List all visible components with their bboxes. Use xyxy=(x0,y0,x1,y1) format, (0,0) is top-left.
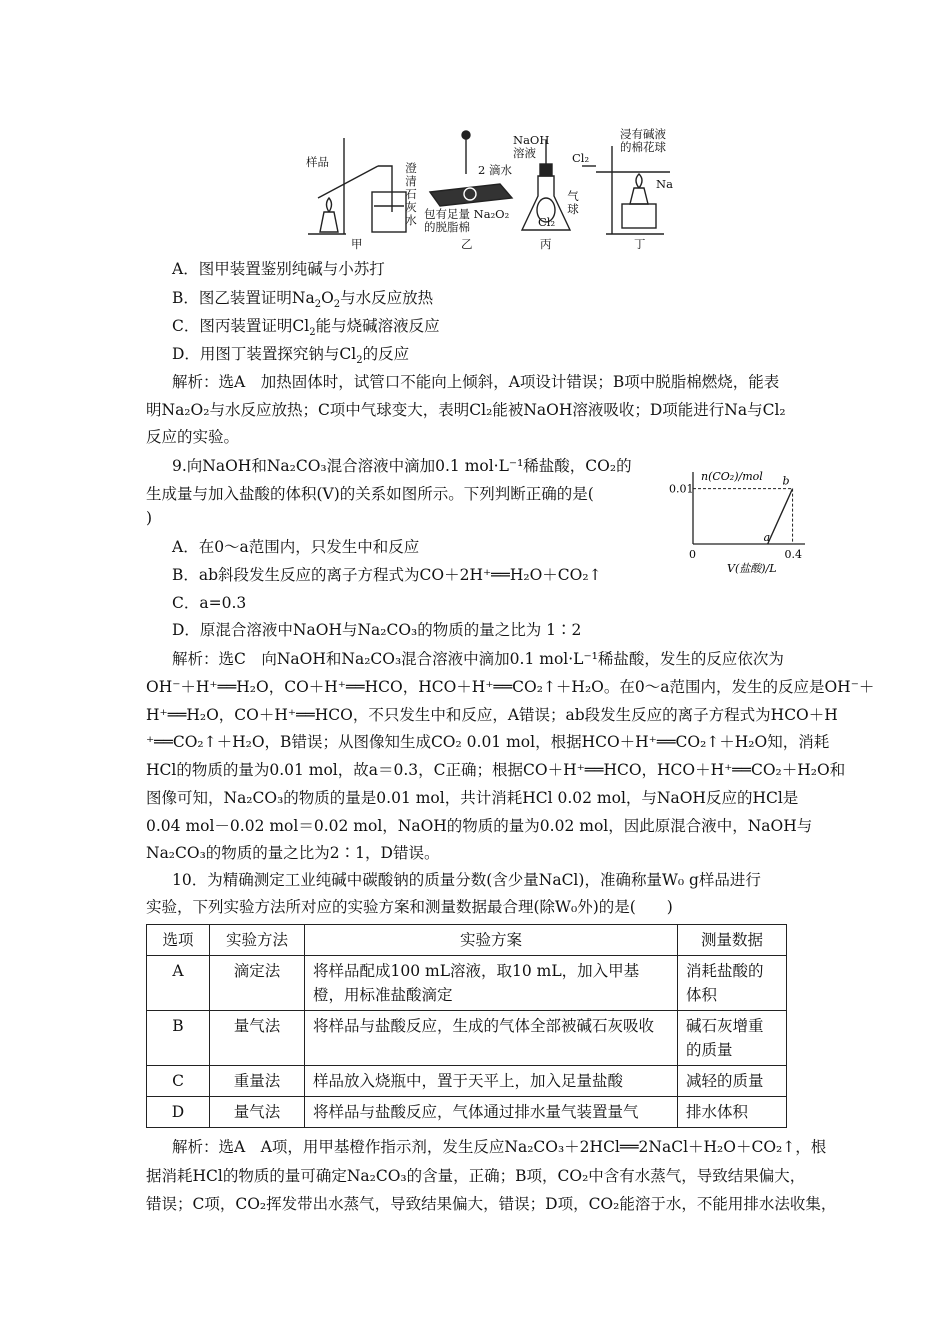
q9-option-c: C．a=0.3 xyxy=(172,594,247,612)
jia-sample-label: 样品 xyxy=(306,155,329,169)
q8-option-d-part2: 的反应 xyxy=(362,345,410,363)
q8-option-c-part2: 能与烧碱溶液反应 xyxy=(315,317,440,335)
yi-cotton-plate xyxy=(430,184,512,206)
q9-chart-x-label: V(盐酸)/L xyxy=(727,562,777,575)
q9-chart-x-tick: 0.4 xyxy=(784,548,803,561)
header-plan: 实验方案 xyxy=(305,925,678,956)
yi-caption: 乙 xyxy=(461,237,473,251)
table-row xyxy=(147,1066,787,1097)
ding-cotton-label-2: 的棉花球 xyxy=(620,140,666,154)
row-b-data: 碱石灰增重的质量 xyxy=(678,1011,787,1066)
row-b-method: 量气法 xyxy=(210,1011,305,1066)
q8-option-a: A．图甲装置鉴别纯碱与小苏打 xyxy=(172,260,385,278)
q9-chart xyxy=(665,466,815,580)
bing-naoh-label-2: 溶液 xyxy=(513,146,536,160)
q9-answer-line-2: OH⁻＋H⁺══H₂O，CO＋H⁺══HCO，HCO＋H⁺══CO₂↑＋H₂O。在0～a范围内，发生的反应是OH⁻＋ xyxy=(146,678,875,696)
q8-option-c: C．图丙装置证明$Cl_2$能与烧碱溶液反应 xyxy=(172,317,440,339)
q10-stem-line-2: 实验，下列实验方法所对应的实验方案和测量数据最合理(除W₀外)的是( ) xyxy=(146,898,673,916)
q8-option-d: D．用图丁装置探究钠与$Cl_2$的反应 xyxy=(172,345,410,367)
q9-answer-line-4: ⁺══CO₂↑＋H₂O，B错误；从图像知生成CO₂ 0.01 mol，根据HCO＋H⁺══CO₂↑＋H₂O知，消耗 xyxy=(146,733,830,751)
q8-option-b-part3: 与水反应放热 xyxy=(340,289,434,307)
q8-option-d-part1: D．用图丁装置探究钠与Cl xyxy=(172,345,357,363)
jia-flame xyxy=(327,198,332,212)
q9-stem-line-1: 9.向NaOH和Na₂CO₃混合溶液中滴加0.1 mol·L⁻¹稀盐酸，CO₂的 xyxy=(172,457,632,475)
ding-caption: 丁 xyxy=(634,237,646,251)
q9-chart-origin: 0 xyxy=(689,548,696,561)
q9-option-b: B．ab斜段发生反应的离子方程式为CO＋2H⁺══H₂O＋CO₂↑ xyxy=(172,566,602,584)
q10-stem-line-1: 10．为精确测定工业纯碱中碳酸钠的质量分数(含少量NaCl)，准确称量W₀ g样品进行 xyxy=(172,871,761,889)
q10-answer-line-2: 据消耗HCl的物质的量可确定Na₂CO₃的含量，正确；B项，CO₂中含有水蒸气，导致结果偏大， xyxy=(146,1167,806,1185)
q8-answer-line-3: 反应的实验。 xyxy=(146,428,240,446)
ding-burner xyxy=(630,188,648,204)
ding-na-label: Na xyxy=(656,177,673,191)
jia-limewater-label: 澄清石灰水 xyxy=(405,161,417,227)
q10-answer-line-1: 解析：选A A项，用甲基橙作指示剂，发生反应Na₂CO₃＋2HCl══2NaCl＋H₂O＋CO₂↑，根 xyxy=(172,1138,827,1156)
q9-chart-line-ab xyxy=(768,489,793,544)
row-d-method: 量气法 xyxy=(210,1097,305,1128)
row-b-option: B xyxy=(147,1011,210,1066)
header-data: 测量数据 xyxy=(678,925,787,956)
ding-cotton-label: 浸有碱液 xyxy=(620,127,666,141)
q8-option-c-part1: C．图丙装置证明Cl xyxy=(172,317,310,335)
row-c-method: 重量法 xyxy=(210,1066,305,1097)
q9-answer-line-3: H⁺══H₂O，CO＋H⁺══HCO，不只发生中和反应，A错误；ab段发生反应的离子方程式为HCO＋H xyxy=(146,706,838,724)
q10-answer-line-3: 错误；C项，CO₂挥发带出水蒸气，导致结果偏大，错误；D项，CO₂能溶于水，不能用排水法收集， xyxy=(146,1195,837,1213)
yi-cotton-label: 包有足量 Na₂O₂ xyxy=(424,207,510,221)
row-c-plan: 样品放入烧瓶中，置于天平上，加入足量盐酸 xyxy=(305,1066,678,1097)
q8-option-b: B．图乙装置证明$Na_2O_2$与水反应放热 xyxy=(172,289,434,311)
jia-caption: 甲 xyxy=(351,237,363,251)
row-d-data: 排水体积 xyxy=(678,1097,787,1128)
q9-stem-line-2: 生成量与加入盐酸的体积(V)的关系如图所示。下列判断正确的是( xyxy=(146,485,594,503)
q9-chart-y-tick: 0.01 xyxy=(669,482,694,496)
bing-naoh-label: NaOH xyxy=(513,133,550,147)
jia-delivery-tube xyxy=(378,166,392,212)
bing-stopper xyxy=(540,164,552,176)
row-a-plan: 将样品配成100 mL溶液，取10 mL，加入甲基橙，用标准盐酸滴定 xyxy=(305,956,678,1011)
q8-option-b-part2: O xyxy=(321,289,334,307)
q8-answer-line-1: 解析：选A 加热固体时，试管口不能向上倾斜，A项设计错误；B项中脱脂棉燃烧，能表 xyxy=(172,373,780,391)
ding-block xyxy=(622,204,656,228)
yi-cotton-label-2: 的脱脂棉 xyxy=(424,220,470,234)
q9-answer-line-7: 0.04 mol－0.02 mol＝0.02 mol，NaOH的物质的量为0.02 mol，因此原混合液中，NaOH与 xyxy=(146,817,813,835)
q8-option-b-part1: B．图乙装置证明Na xyxy=(172,289,315,307)
header-method: 实验方法 xyxy=(210,925,305,956)
ding-cl2-label: Cl₂ xyxy=(572,151,590,165)
q9-chart-point-b: b xyxy=(782,474,790,488)
q9-chart-point-a: a xyxy=(763,531,771,544)
row-a-option: A xyxy=(147,956,210,1011)
row-c-data: 减轻的质量 xyxy=(678,1066,787,1097)
row-a-method: 滴定法 xyxy=(210,956,305,1011)
table-row xyxy=(147,956,787,1011)
q9-chart-svg xyxy=(665,466,815,576)
jia-burner xyxy=(320,212,338,232)
q9-stem-line-3: ) xyxy=(146,509,153,527)
table-row xyxy=(147,1011,787,1066)
row-a-data: 消耗盐酸的体积 xyxy=(678,956,787,1011)
bing-caption: 丙 xyxy=(540,237,552,251)
q9-option-a: A．在0～a范围内，只发生中和反应 xyxy=(172,538,420,556)
row-d-option: D xyxy=(147,1097,210,1128)
table-row xyxy=(147,1097,787,1128)
q8-answer-line-2: 明Na₂O₂与水反应放热；C项中气球变大，表明Cl₂能被NaOH溶液吸收；D项能进行Na与Cl₂ xyxy=(146,401,786,419)
jia-test-tube xyxy=(318,166,378,198)
table-header-row xyxy=(147,925,787,956)
row-b-plan: 将样品与盐酸反应，生成的气体全部被碱石灰吸收 xyxy=(305,1011,678,1066)
q9-answer-line-1: 解析：选C 向NaOH和Na₂CO₃混合溶液中滴加0.1 mol·L⁻¹稀盐酸，发生的反应依次为 xyxy=(172,650,784,668)
bing-balloon-label: 气球 xyxy=(567,189,579,216)
q9-answer-line-5: HCl的物质的量为0.01 mol，故a＝0.3，C正确；根据CO＋H⁺══HCO，HCO＋H⁺══CO₂＋H₂O和 xyxy=(146,761,846,779)
q9-chart-y-label: n(CO₂)/mol xyxy=(701,470,763,483)
q9-answer-line-8: Na₂CO₃的物质的量之比为2∶1，D错误。 xyxy=(146,844,440,862)
bing-cl2-label: Cl₂ xyxy=(538,215,556,229)
q10-table xyxy=(146,924,787,1128)
header-option: 选项 xyxy=(147,925,210,956)
apparatus-figure xyxy=(300,126,680,254)
row-c-option: C xyxy=(147,1066,210,1097)
yi-water-label: 2 滴水 xyxy=(478,163,512,177)
jia-beaker xyxy=(372,192,406,232)
q9-answer-line-6: 图像可知，Na₂CO₃的物质的量是0.01 mol，共计消耗HCl 0.02 mol，与NaOH反应的HCl是 xyxy=(146,789,799,807)
q9-option-d: D．原混合溶液中NaOH与Na₂CO₃的物质的量之比为 1∶2 xyxy=(172,621,582,639)
row-d-plan: 将样品与盐酸反应，气体通过排水量气装置量气 xyxy=(305,1097,678,1128)
